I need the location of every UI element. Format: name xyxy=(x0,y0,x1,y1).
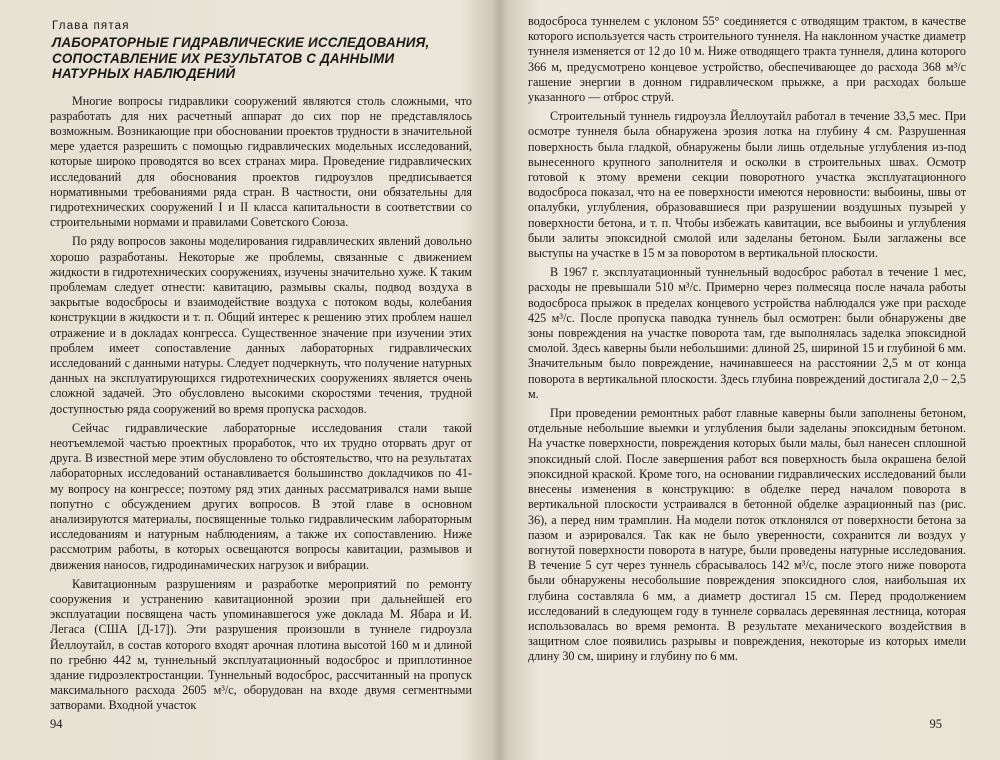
paragraph: По ряду вопросов законы моделирования гидравлических явлений довольно хорошо разработаны. Некоторые же проблемы, связанные с движением жидкости в гидротехнических сооружениях, изучены значительно хуже. К таким проблемам следует отнести: кавитацию, размывы скалы, подвод воздуха в закрытые водосбросы и взаимодействие воздуха с потоком воды, колебания конструкции в жидкости и т. п. Общий интерес к решению этих проблем нашел отражение и в докладах конгресса. Существенное значение при изучении этих проблем имеет сопоставление данных лабораторных гидравлических исследований с данными натуры. Следует подчеркнуть, что получение натурных данных на эксплуатирующихся гидротехнических сооружениях является очень сложной задачей. Это обусловлено высокими скоростями течения, трудной доступностью ряда сооружений во время пропуска расходов. xyxy=(50,234,472,416)
chapter-label: Глава пятая xyxy=(52,20,130,32)
left-page xyxy=(0,0,496,760)
paragraph: Кавитационным разрушениям и разработке мероприятий по ремонту сооружения и устранению кавитационной эрозии при дальнейшей его эксплуатации посвящена часть упоминавшегося уже доклада М. Ябара и И. Легаса (США [Д-17]). Эти разрушения произошли в туннеле гидроузла Йеллоутайл, в состав которого входят арочная плотина высотой 160 м и длиной по гребню 442 м, туннельный эксплуатационный водосброс и приплотинное здание гидроэлектростанции. Туннельный водосброс, рассчитанный на пропуск максимального расхода 2605 м³/с, оборудован на входе двумя сегментными затворами. Входной участок xyxy=(50,576,472,713)
paragraph: Многие вопросы гидравлики сооружений являются столь сложными, что разработать для них расчетный аппарат до сих пор не представлялось возможным. Возникающие при обосновании проектов трудности в значительной мере удается разрешить с помощью гидравлических модельных исследований, которые широко проводятся во всех странах мира. Проведение гидравлических исследований для обоснования проектов гидроузлов предписывается нормативными требованиями ряда стран. В частности, они обязательны для гидротехнических сооружений I и II класса капитальности в соответствии со строительными нормами и правилами Советского Союза. xyxy=(50,93,472,230)
paragraph: Сейчас гидравлические лабораторные исследования стали такой неотъемлемой частью проектных проработок, что их трудно оторвать друг от друга. В известной мере этим обусловлено то обстоятельство, что на результатах лабораторных исследований останавливается большинство докладчиков по 41-му вопросу на конгрессе; поэтому ряд этих данных рассматривался нами выше попутно с обсуждением других вопросов. В этой главе в основном анализируются материалы, посвященные только гидравлическим лабораторным исследованиям и натурным наблюдениям, а также их сопоставлению. Ниже рассмотрим работы, в которых освещаются вопросы кавитации, размывов и движения наносов, гидродинамических нагрузок и вибрации. xyxy=(50,420,472,572)
paragraph: В 1967 г. эксплуатационный туннельный водосброс работал в течение 1 мес, расходы не превышали 510 м³/с. Примерно через полмесяца после начала работы водосброса прыжок в пределах концевого устройства наблюдался уже при расходе 425 м³/с. После пропуска паводка туннель был осмотрен: были обнаружены две зоны повреждения на участке поворота там, где выполнялась заделка эпоксидной смолой. Здесь каверны были небольшими: длиной 25, шириной 15 и глубиной 6 мм. Значительным было повреждение, начинавшееся на расстоянии 2,5 м от конца поворота в вертикальной плоскости. Здесь глубина повреждений достигала 2,0 – 2,5 м. xyxy=(528,265,966,401)
paragraph: водосброса туннелем с уклоном 55° соединяется с отводящим трактом, в качестве которого используется часть строительного туннеля. На наклонном участке диаметр туннеля изменяется от 12 до 10 м. Ниже отводящего тракта туннеля, длина которого 366 м, предусмотрено концевое устройство, обеспечивающее до расхода 368 м³/с гашение энергии в донном гидравлическом прыжке, а при расходах больше указанного — отброс струй. xyxy=(528,14,966,105)
page-number: 95 xyxy=(929,717,942,731)
paragraph: При проведении ремонтных работ главные каверны были заполнены бетоном, отдельные небольшие выемки и углубления были заделаны эпоксидным бетоном. На участке поверхности, повреждения которых были малы, был нанесен сплошной эпоксидный слой. После завершения работ вся поверхность была окрашена белой эпоксидной краской. Кроме того, на основании гидравлических исследований были внесены изменения в конструкцию: в обделке перед началом поворота в вертикальной плоскости устраивался в бетонной обделке аэрационный паз (рис. 36), а перед ним трамплин. На модели поток отклонялся от поверхности бетона за пазом и аэрировался. Так как не было уверенности, сохранится ли воздух у вогнутой поверхности поворота в натуре, были проведены натурные исследования. В течение 5 сут через туннель сбрасывалось 142 м³/с, после этого ниже поворота были обнаружены несобольшие повреждения эпоксидного слоя, наибольшая их глубина составляла 6 мм, а диаметр достигал 15 см. Перед продолжением исследований в следующем году в туннеле сорвалась деревянная лестница, которая использовалась во время ремонта. В результате механического воздействия в защитном слое появились разрывы и повреждения, некоторые из которых имели длину 30 см, ширину и глубину по 6 мм. xyxy=(528,406,966,664)
paragraph: Строительный туннель гидроузла Йеллоутайл работал в течение 33,5 мес. При осмотре туннеля была обнаружена эрозия лотка на глубину 4 см. Разрушенная поверхность была гладкой, обнаружены были лишь отдельные углубления из-под вынесенного крупного заполнителя и осколки в строительных швах. Осмотр готовой к этому времени секции поворотного участка эксплуатационного водосброса показал, что на ее поверхности имеются неровности: выбоины, швы от опалубки, углубления, образовавшиеся при разрушении воздушных пузырей у поверхности бетона, и т. п. Чтобы избежать кавитации, все выбоины и углубления были залиты эпоксидной смолой или заделаны бетоном. Были заглажены все выступы на участке в 15 м за поворотом в вертикальной плоскости. xyxy=(528,109,966,261)
page-number: 94 xyxy=(50,717,63,731)
chapter-title: ЛАБОРАТОРНЫЕ ГИДРАВЛИЧЕСКИЕ ИССЛЕДОВАНИЯ, СОПОСТАВЛЕНИЕ ИХ РЕЗУЛЬТАТОВ С ДАННЫМИ НАТУРНЫХ НАБЛЮДЕНИЙ xyxy=(52,35,430,81)
right-page xyxy=(504,0,1000,760)
